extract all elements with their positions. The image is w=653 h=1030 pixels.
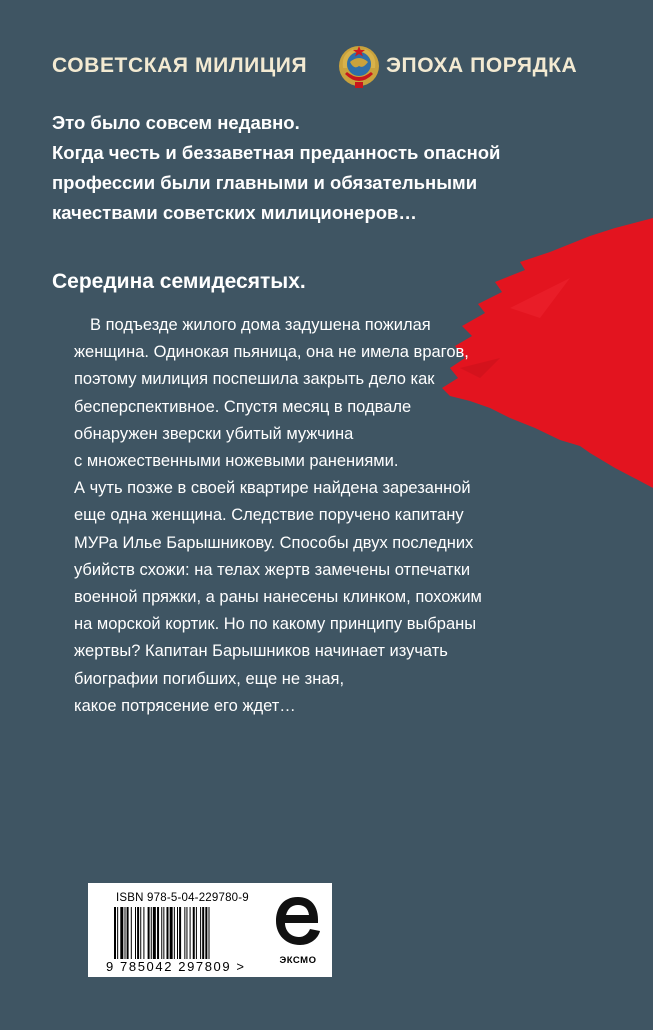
barcode-panel: [88, 883, 332, 977]
synopsis-line: женщина. Одинокая пьяница, она не имела врагов,: [74, 343, 469, 362]
synopsis-line: А чуть позже в своей квартире найдена зарезанной: [74, 479, 471, 498]
barcode-bar: [184, 907, 185, 959]
synopsis-line: бесперспективное. Спустя месяц в подвале: [74, 397, 412, 416]
intro-line: Это было совсем недавно.: [52, 112, 300, 133]
barcode-bar: [170, 907, 173, 959]
barcode-bar: [202, 907, 204, 959]
isbn-label: ISBN 978-5-04-229780-9: [116, 892, 249, 904]
intro-paragraph: [52, 108, 612, 228]
barcode-bar: [190, 907, 191, 959]
synopsis-line: с множественными ножевыми ранениями.: [74, 452, 399, 471]
barcode-bar: [209, 907, 210, 959]
barcode-bar: [114, 907, 116, 959]
series-title-left: СОВЕТСКАЯ МИЛИЦИЯ: [52, 54, 308, 77]
synopsis-line: МУРа Илье Барышникову. Способы двух последних: [74, 533, 474, 552]
intro-line: качествами советских милиционеров…: [52, 202, 417, 223]
barcode-bar: [143, 907, 144, 959]
synopsis-line: поэтому милиция поспешила закрыть дело как: [74, 370, 435, 389]
soviet-emblem-icon: [337, 44, 381, 90]
synopsis-line: на морской кортик. Но по какому принципу выбраны: [74, 615, 477, 634]
barcode-bar: [140, 907, 141, 959]
synopsis-line: обнаружен зверски убитый мужчина: [74, 424, 354, 443]
barcode-bar: [127, 907, 129, 959]
barcode-bar: [196, 907, 197, 959]
barcode-bar: [193, 907, 195, 959]
series-title-right: ЭПОХА ПОРЯДКА: [386, 54, 578, 77]
barcode-bar: [131, 907, 132, 959]
barcode-bar: [157, 907, 159, 959]
synopsis-line: военной пряжки, а раны нанесены клинком, похожим: [74, 588, 482, 607]
barcode-bars: [114, 907, 264, 959]
synopsis-paragraph: [74, 312, 554, 720]
synopsis-line: В подъезде жилого дома задушена пожилая: [90, 316, 431, 334]
barcode-bar: [120, 907, 123, 959]
barcode-bar: [161, 907, 162, 959]
barcode-bar: [137, 907, 139, 959]
synopsis-line: биографии погибших, еще не зная,: [74, 669, 345, 688]
synopsis-line: убийств схожи: на телах жертв замечены отпечатки: [74, 560, 471, 579]
barcode-bar: [125, 907, 126, 959]
barcode-bar: [117, 907, 118, 959]
synopsis-line: жертвы? Капитан Барышников начинает изучать: [74, 642, 448, 661]
barcode-bar: [148, 907, 150, 959]
barcode-bar: [163, 907, 164, 959]
barcode-bar: [186, 907, 187, 959]
barcode-bar: [151, 907, 152, 959]
barcode-bar: [167, 907, 169, 959]
section-subheading: Середина семидесятых.: [52, 270, 306, 293]
publisher-name: ЭКСМО: [279, 955, 317, 966]
barcode-bar: [174, 907, 175, 959]
barcode-bar: [200, 907, 201, 959]
series-header: [0, 44, 653, 90]
intro-line: профессии были главными и обязательными: [52, 172, 478, 193]
eksmo-logo-icon: [272, 893, 324, 949]
barcode-bar: [179, 907, 181, 959]
synopsis-line: какое потрясение его ждет…: [74, 696, 296, 715]
barcode-bar: [205, 907, 207, 959]
barcode-bar: [135, 907, 136, 959]
barcode-bar: [153, 907, 156, 959]
intro-line: Когда честь и беззаветная преданность опасной: [52, 142, 501, 163]
synopsis-line: еще одна женщина. Следствие поручено капитану: [74, 506, 464, 525]
barcode-digits: 9 785042 297809 >: [106, 959, 246, 974]
barcode-bar: [177, 907, 178, 959]
